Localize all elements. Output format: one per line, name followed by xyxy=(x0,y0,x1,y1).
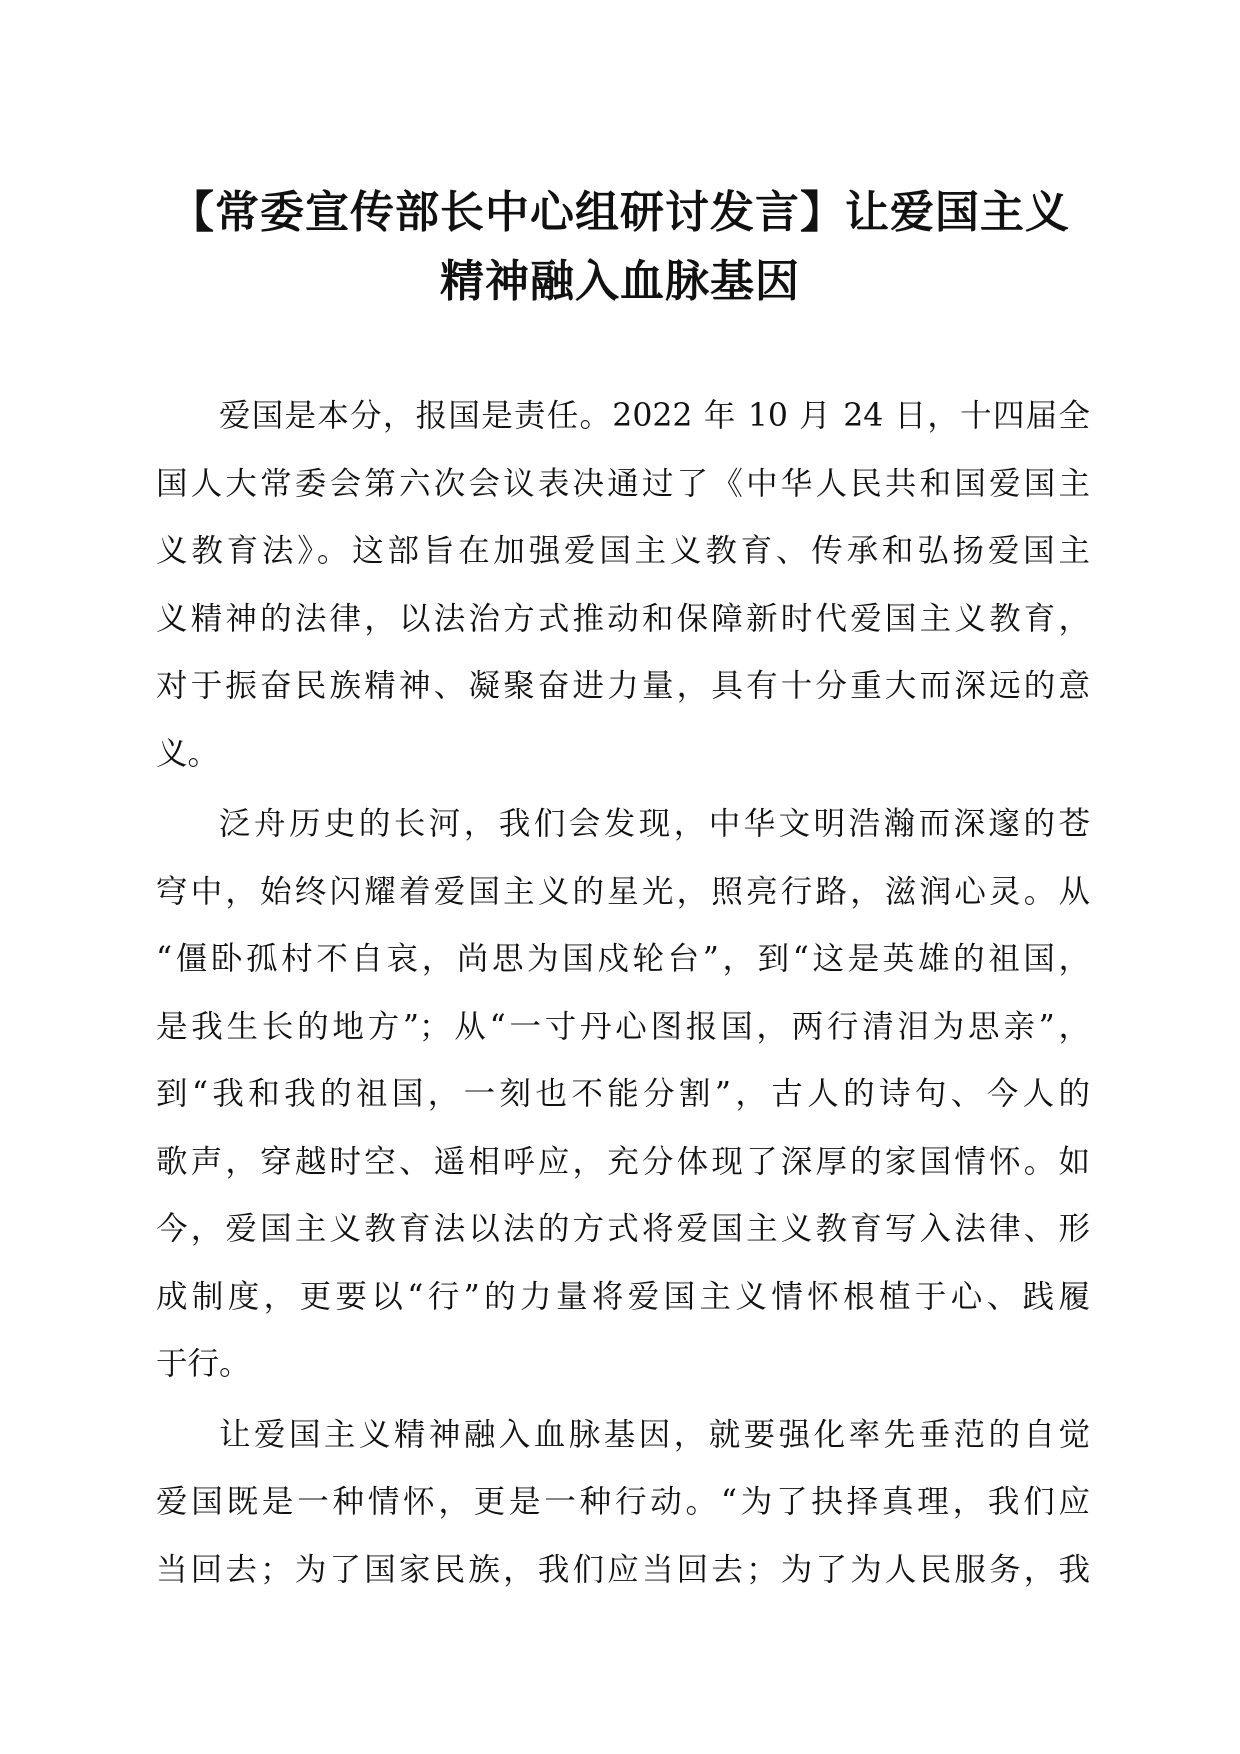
text-line: 歌声，穿越时空、遥相呼应，充分体现了深厚的家国情怀。如 xyxy=(156,1143,1090,1180)
paragraph xyxy=(156,791,1090,1399)
paragraph xyxy=(156,383,1090,788)
paragraph xyxy=(156,1402,1090,1605)
text-line: 于行。 xyxy=(156,1346,251,1382)
title-line: 精神融入血脉基因 xyxy=(440,256,800,307)
text-line: 国人大常委会第六次会议表决通过了《中华人民共和国爱国主 xyxy=(156,465,1090,502)
text-line: 穹中，始终闪耀着爱国主义的星光，照亮行路，滋润心灵。从 xyxy=(156,873,1090,910)
text-line: “僵卧孤村不自哀，尚思为国戍轮台”，到“这是英雄的祖国， xyxy=(156,941,1090,977)
title-line: 【常委宣传部长中心组研讨发言】让爱国主义 xyxy=(170,187,1070,238)
text-line: 成制度，更要以“行”的力量将爱国主义情怀根植于心、践履 xyxy=(156,1278,1090,1315)
text-line: 当回去；为了国家民族，我们应当回去；为了为人民服务，我 xyxy=(156,1551,1090,1588)
document-body xyxy=(156,383,1090,1607)
text-line: 是我生长的地方”；从“一寸丹心图报国，两行清泪为思亲”， xyxy=(156,1008,1090,1045)
text-line: 对于振奋民族精神、凝聚奋进力量，具有十分重大而深远的意 xyxy=(156,668,1090,704)
document-title xyxy=(130,178,1110,316)
text-line: 爱国既是一种情怀，更是一种行动。“为了抉择真理，我们应 xyxy=(156,1484,1090,1520)
text-line: 义。 xyxy=(156,735,220,772)
text-line: 到“我和我的祖国，一刻也不能分割”，古人的诗句、今人的 xyxy=(156,1076,1090,1112)
text-line: 义教育法》。这部旨在加强爱国主义教育、传承和弘扬爱国主 xyxy=(156,533,1090,569)
text-line: 今，爱国主义教育法以法的方式将爱国主义教育写入法律、形 xyxy=(156,1211,1090,1247)
text-line: 爱国是本分，报国是责任。2022 年 10 月 24 日，十四届全 xyxy=(219,398,1090,434)
text-line: 让爱国主义精神融入血脉基因，就要强化率先垂范的自觉 xyxy=(219,1416,1090,1453)
text-line: 泛舟历史的长河，我们会发现，中华文明浩瀚而深邃的苍 xyxy=(219,806,1090,842)
text-line: 义精神的法律，以法治方式推动和保障新时代爱国主义教育， xyxy=(156,600,1090,637)
